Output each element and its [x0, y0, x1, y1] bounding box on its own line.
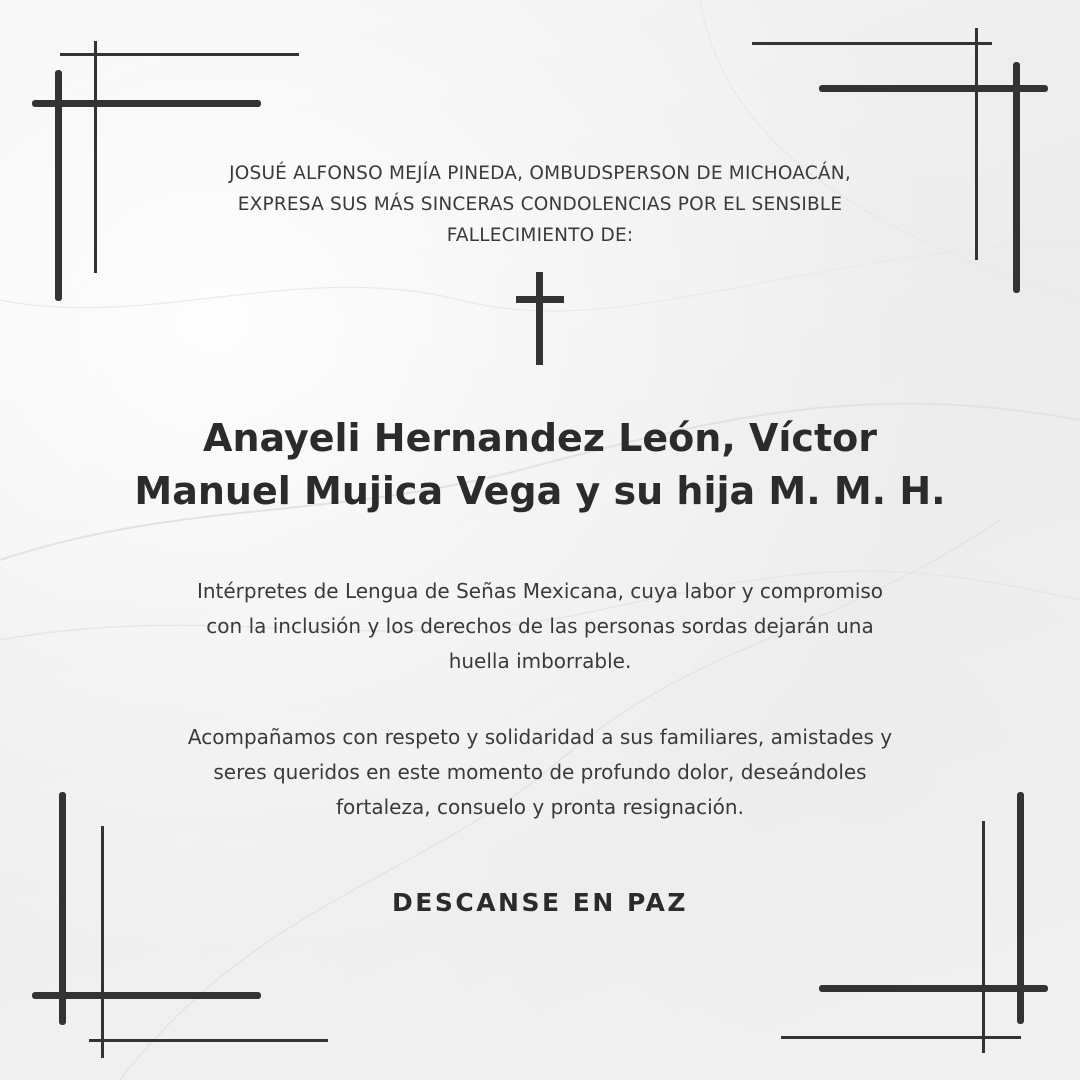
frame-line-top-right-thick-vertical [1013, 62, 1020, 293]
frame-line-bottom-left-thick-vertical [59, 792, 66, 1025]
cross-icon-vertical-bar [536, 272, 543, 365]
frame-line-bottom-right-thin-vertical [982, 821, 985, 1053]
intro-text: JOSUÉ ALFONSO MEJÍA PINEDA, OMBUDSPERSON DE MICHOACÁN, EXPRESA SUS MÁS SINCERAS CONDOLENCIAS POR EL SENSIBLE FALLECIMIENTO DE: [229, 163, 851, 246]
cross-icon [516, 272, 564, 365]
condolence-paragraph: Acompañamos con respeto y solidaridad a sus familiares, amistades y seres queridos en este momento de profundo dolor, deseándoles fortaleza, consuelo y pronta resignación. [187, 725, 893, 819]
frame-line-bottom-left-thick-horizontal [32, 992, 261, 999]
deceased-names: Anayeli Hernandez León, Víctor Manuel Mujica Vega y su hija M. M. H. [134, 416, 946, 513]
frame-line-top-left-thick-horizontal [32, 100, 261, 107]
frame-line-bottom-left-thin-horizontal [89, 1039, 328, 1042]
frame-line-bottom-left-thin-vertical [101, 826, 104, 1058]
frame-line-top-right-thin-horizontal [752, 42, 992, 45]
frame-line-top-left-thick-vertical [55, 70, 62, 301]
closing-text: DESCANSE EN PAZ [392, 888, 688, 917]
frame-line-top-right-thin-vertical [975, 28, 978, 260]
frame-line-bottom-right-thin-horizontal [781, 1036, 1021, 1039]
cross-icon-horizontal-bar [516, 296, 564, 303]
frame-line-bottom-right-thick-horizontal [819, 985, 1048, 992]
tribute-paragraph: Intérpretes de Lengua de Señas Mexicana, cuya labor y compromiso con la inclusión y los derechos de las personas sordas dejarán una huella imborrable. [196, 579, 884, 673]
frame-line-top-left-thin-vertical [94, 41, 97, 273]
